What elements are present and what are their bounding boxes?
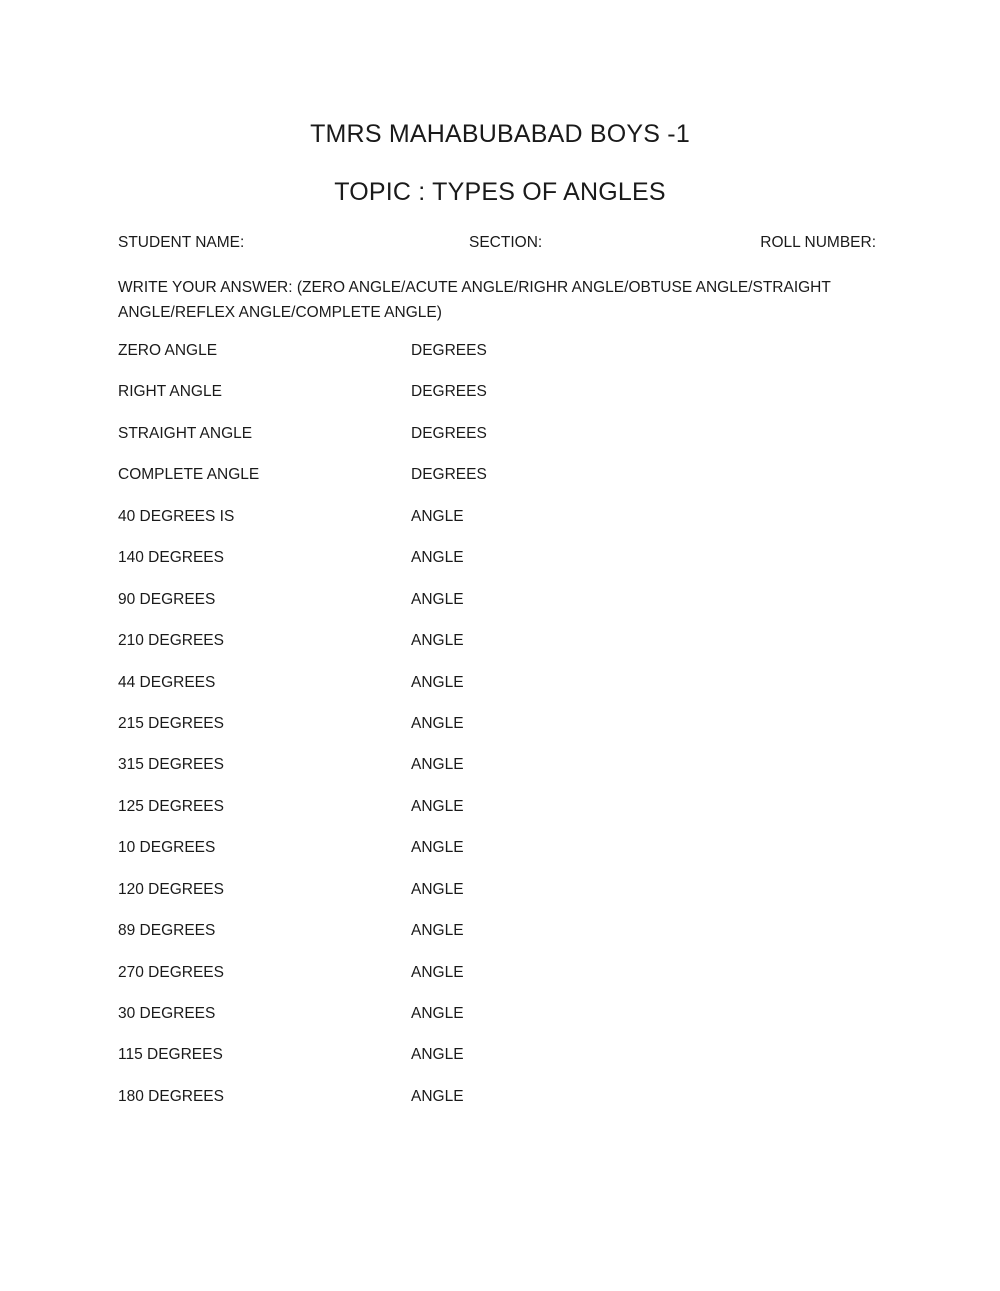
question-suffix: ANGLE (411, 839, 464, 857)
question-suffix: ANGLE (411, 756, 464, 774)
question-row (118, 591, 818, 632)
question-prompt: 180 DEGREES (118, 1087, 224, 1105)
question-prompt: 270 DEGREES (118, 963, 224, 981)
question-suffix: ANGLE (411, 1005, 464, 1022)
question-row (118, 839, 818, 880)
question-prompt: 10 DEGREES (118, 839, 216, 857)
question-prompt: STRAIGHT ANGLE (118, 424, 253, 442)
question-prompt: 125 DEGREES (118, 797, 224, 815)
question-row (118, 798, 818, 839)
question-row (118, 1088, 818, 1129)
question-prompt: 40 DEGREES IS (118, 507, 235, 525)
question-row (118, 756, 818, 797)
student-info-row (118, 234, 876, 254)
question-row (118, 549, 818, 590)
question-row (118, 425, 818, 466)
question-prompt: 30 DEGREES (118, 1005, 216, 1022)
question-row (118, 964, 818, 1005)
roll-number-label: ROLL NUMBER: (760, 234, 876, 251)
question-prompt: 140 DEGREES (118, 549, 224, 567)
student-name-label: STUDENT NAME: (118, 234, 245, 251)
question-suffix: ANGLE (411, 673, 464, 691)
question-suffix: ANGLE (411, 963, 464, 981)
question-row (118, 1005, 818, 1046)
question-prompt: 210 DEGREES (118, 632, 224, 650)
question-suffix: ANGLE (411, 632, 464, 650)
question-suffix: ANGLE (411, 1046, 464, 1064)
question-row (118, 342, 818, 383)
question-prompt: 215 DEGREES (118, 714, 224, 732)
question-row (118, 632, 818, 673)
question-list (118, 342, 818, 1129)
question-suffix: ANGLE (411, 1087, 464, 1105)
question-suffix: ANGLE (411, 590, 464, 608)
question-prompt: 120 DEGREES (118, 880, 224, 898)
question-prompt: 90 DEGREES (118, 590, 216, 608)
question-suffix: ANGLE (411, 549, 464, 567)
question-row (118, 466, 818, 507)
school-title: TMRS MAHABUBABAD BOYS -1 (310, 120, 690, 148)
question-prompt: COMPLETE ANGLE (118, 466, 260, 484)
question-suffix: DEGREES (411, 466, 487, 484)
question-row (118, 881, 818, 922)
question-prompt: 315 DEGREES (118, 756, 224, 774)
question-suffix: ANGLE (411, 797, 464, 815)
question-suffix: DEGREES (411, 424, 487, 442)
question-suffix: ANGLE (411, 714, 464, 732)
question-suffix: ANGLE (411, 880, 464, 898)
question-row (118, 1046, 818, 1087)
question-suffix: DEGREES (411, 342, 487, 359)
question-suffix: ANGLE (411, 922, 464, 940)
question-row (118, 715, 818, 756)
question-row (118, 383, 818, 424)
question-prompt: RIGHT ANGLE (118, 383, 222, 401)
instructions-text: WRITE YOUR ANSWER: (ZERO ANGLE/ACUTE ANGLE/RIGHR ANGLE/OBTUSE ANGLE/STRAIGHT ANGLE/REFLEX ANGLE/COMPLETE ANGLE) (118, 279, 831, 321)
question-suffix: DEGREES (411, 383, 487, 401)
topic-title: TOPIC : TYPES OF ANGLES (334, 178, 666, 206)
question-row (118, 508, 818, 549)
question-prompt: 115 DEGREES (118, 1046, 223, 1064)
question-prompt: ZERO ANGLE (118, 342, 218, 359)
section-label: SECTION: (469, 234, 543, 251)
question-prompt: 44 DEGREES (118, 673, 216, 691)
question-suffix: ANGLE (411, 507, 464, 525)
question-row (118, 674, 818, 715)
question-prompt: 89 DEGREES (118, 922, 216, 940)
question-row (118, 922, 818, 963)
